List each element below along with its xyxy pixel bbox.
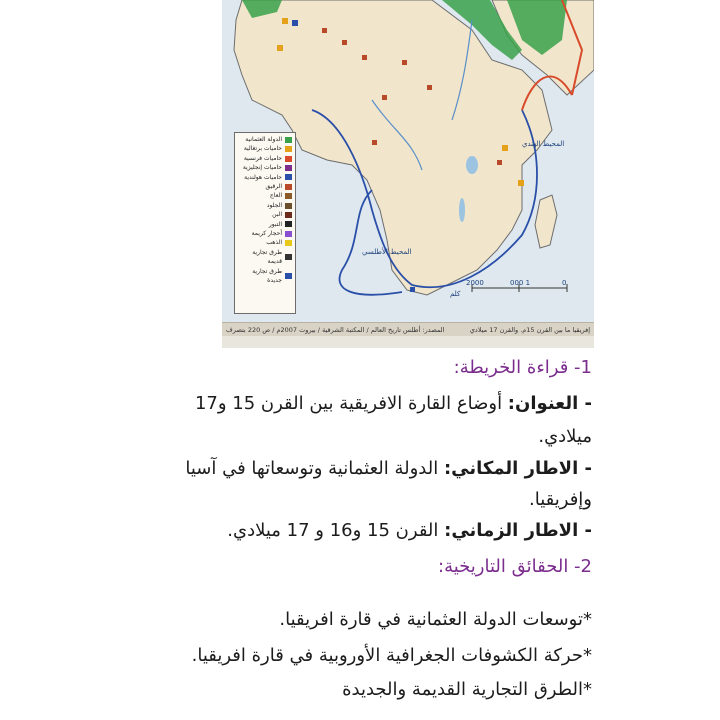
- legend-swatch: [285, 240, 292, 246]
- legend-label: الدولة العثمانية: [245, 136, 282, 143]
- scale-0-label: 0: [562, 279, 567, 287]
- map-caption: [222, 322, 594, 336]
- time-label: - الاطار الزماني:: [444, 520, 592, 541]
- legend-label: حاميات هولندية: [244, 173, 282, 181]
- indian-ocean-label: المحيط الهندي: [522, 140, 565, 148]
- fact-3: *الطرق التجارية القديمة والجديدة: [342, 679, 592, 700]
- legend-label: التبور: [268, 220, 282, 228]
- legend-item: [238, 248, 292, 267]
- legend-item: [238, 173, 292, 182]
- time-line: [227, 520, 592, 541]
- legend-label: حاميات فرنسية: [243, 154, 282, 162]
- time-value: القرن 15 و16 و 17 ميلادي.: [227, 520, 445, 541]
- legend-item: [238, 154, 292, 163]
- legend-item: [238, 220, 292, 229]
- legend-item: [238, 267, 292, 286]
- title-line: [195, 393, 592, 414]
- heading-historical-facts: 2- الحقائق التاريخية:: [438, 556, 592, 577]
- legend-swatch: [285, 212, 292, 218]
- legend-label: الجلود: [266, 201, 282, 209]
- space-value-2: وإفريقيا.: [529, 489, 592, 510]
- legend-swatch: [285, 273, 292, 279]
- legend-item: [238, 210, 292, 219]
- scale-1000-label: 1 000: [510, 279, 531, 287]
- legend-item: [238, 135, 292, 144]
- legend-swatch: [285, 203, 292, 209]
- legend-swatch: [285, 146, 292, 152]
- title-value-1: أوضاع القارة الافريقية بين القرن 15 و17: [194, 393, 508, 414]
- title-value-2: ميلادي.: [538, 426, 592, 447]
- legend-label: الذهب: [266, 239, 282, 247]
- heading-map-reading: 1- قراءة الخريطة:: [453, 357, 592, 378]
- legend-swatch: [285, 221, 292, 227]
- legend-swatch: [285, 254, 292, 260]
- atlantic-label: المحيط الأطلسي: [362, 248, 412, 256]
- legend-item: [238, 144, 292, 153]
- legend-swatch: [285, 174, 292, 180]
- map-caption-source: المصدر: أطلس تاريخ العالم / المكتبة الشرقية / بيروت 2007م / ص 220 بتصرف: [226, 325, 445, 334]
- legend-swatch: [285, 231, 292, 237]
- space-line: [185, 458, 592, 479]
- legend-swatch: [285, 184, 292, 190]
- scale-unit-label: كلم: [450, 290, 461, 298]
- fact-2: *حركة الكشوفات الجغرافية الأوروبية في قارة افريقيا.: [191, 645, 592, 666]
- legend-label: البن: [272, 211, 282, 219]
- legend-item: [238, 163, 292, 172]
- map-legend: [234, 132, 296, 314]
- legend-swatch: [285, 156, 292, 162]
- legend-label: طرق تجارية قديمة: [252, 248, 282, 266]
- legend-swatch: [285, 193, 292, 199]
- legend-label: حاميات إنجليزية: [242, 164, 282, 172]
- legend-item: [238, 191, 292, 200]
- map-caption-title: إفريقيا ما بين القرن 15م. والقرن 17 ميلادي: [469, 325, 590, 334]
- space-label: - الاطار المكاني:: [443, 458, 592, 479]
- legend-swatch: [285, 137, 292, 143]
- title-label: - العنوان:: [507, 393, 592, 414]
- legend-item: [238, 229, 292, 238]
- legend-label: طرق تجارية جديدة: [252, 267, 282, 285]
- legend-label: حاميات برتغالية: [243, 145, 282, 153]
- space-value-1: الدولة العثمانية وتوسعاتها في آسيا: [185, 458, 444, 479]
- legend-item: [238, 238, 292, 247]
- legend-label: العاج: [269, 192, 282, 200]
- legend-swatch: [285, 165, 292, 171]
- fact-1: *توسعات الدولة العثمانية في قارة افريقيا.: [279, 609, 592, 630]
- legend-label: أحجار كريمة: [251, 230, 282, 238]
- scale-2000-label: 2000: [466, 279, 484, 287]
- legend-item: [238, 201, 292, 210]
- africa-map: [222, 0, 594, 348]
- legend-label: الرقيق: [265, 183, 282, 191]
- legend-item: [238, 182, 292, 191]
